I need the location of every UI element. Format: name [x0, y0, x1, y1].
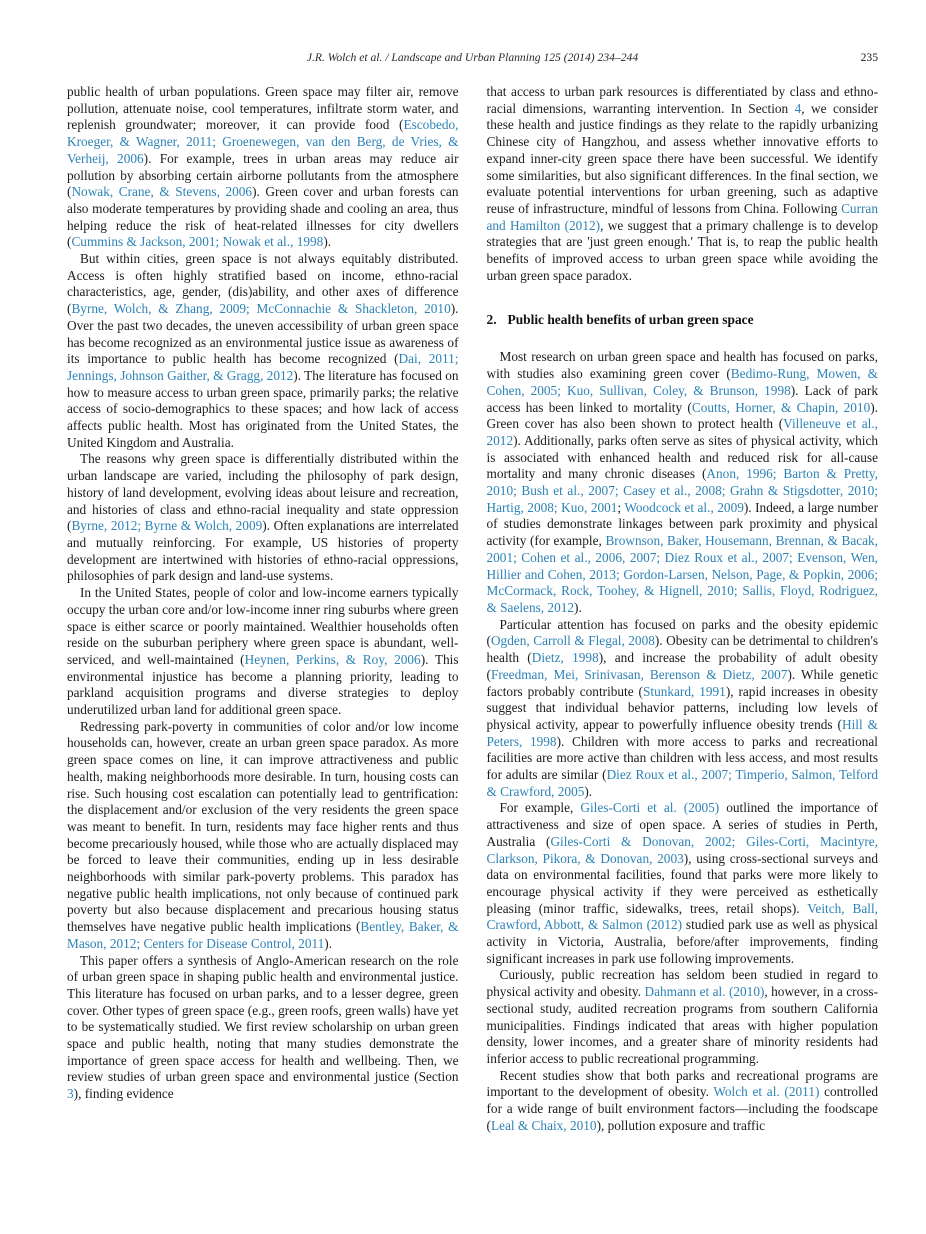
citation-link[interactable]: Bentley, Baker, & Mason, 2012; Centers for Disease Control, 2011	[67, 919, 459, 951]
citation-link[interactable]: 4	[794, 100, 802, 116]
paragraph: The reasons why green space is differentially distributed within the urban landscape are varied, including the philosophy of park design, history of land development, evolving ideas about leisure and recreation, and histories of class and ethno-racial inequality and state oppression (Byrne, 2012; Byrne & Wolch, 2009). Often explanations are interrelated and mutually reinforcing. For example, US histories of property development are intertwined with histories of ethno-racial oppressions, philosophies of park design and land-use systems.	[67, 451, 459, 584]
citation-link[interactable]: Nowak, Crane, & Stevens, 2006	[71, 184, 253, 200]
citation-link[interactable]: Anon, 1996; Barton & Pretty, 2010; Bush et al., 2007; Casey et al., 2008; Grahn & Stigsdotter, 2010; Hartig, 2008; Kuo, 2001	[486, 466, 878, 515]
citation-link[interactable]: Dietz, 1998	[531, 650, 599, 666]
citation-link[interactable]: Curran and Hamilton (2012)	[486, 200, 878, 233]
paragraph: Recent studies show that both parks and recreational programs are important to the development of obesity. Wolch et al. (2011) controlled for a wide range of built environment factors—including the foodscape (Leal & Chaix, 2010), pollution exposure and traffic	[486, 1067, 879, 1133]
paragraph: Most research on urban green space and health has focused on parks, with studies also examining green cover (Bedimo-Rung, Mowen, & Cohen, 2005; Kuo, Sullivan, Coley, & Brunson, 1998). Lack of park access has been linked to mortality (Coutts, Horner, & Chapin, 2010). Green cover has also been shown to protect health (Villeneuve et al., 2012). Additionally, parks often serve as sites of physical activity, which is associated with enhanced health and reduced risk for all-cause mortality and many chronic diseases (Anon, 1996; Barton & Pretty, 2010; Bush et al., 2007; Casey et al., 2008; Grahn & Stigsdotter, 2010; Hartig, 2008; Kuo, 2001; Woodcock et al., 2009). Indeed, a large number of studies demonstrate linkages between park proximity and physical activity (for example, Brownson, Baker, Housemann, Brennan, & Bacak, 2001; Cohen et al., 2006, 2007; Diez Roux et al., 2007; Evenson, Wen, Hillier and Cohen, 2013; Gordon-Larsen, Nelson, Page, & Popkin, 2006; McCormack, Rock, Toohey, & Hignell, 2010; Sallis, Floyd, Rodriguez, & Saelens, 2012).	[486, 349, 879, 615]
citation-link[interactable]: Dai, 2011; Jennings, Johnson Gaither, & Gragg, 2012	[67, 351, 459, 383]
paragraph: public health of urban populations. Green space may filter air, remove pollution, attenuate noise, cool temperatures, infiltrate storm water, and replenish groundwater; moreover, it can provide food (Escobedo, Kroeger, & Wagner, 2011; Groenewegen, van den Berg, de Vries, & Verheij, 2006). For example, trees in urban areas may reduce air pollution by absorbing certain airborne pollutants from the atmosphere (Nowak, Crane, & Stevens, 2006). Green cover and urban forests can also moderate temperatures by providing shade and cooling an area, thus helping reduce the risk of heat-related illnesses for city dwellers (Cummins & Jackson, 2001; Nowak et al., 1998).	[67, 84, 459, 250]
paragraph: In the United States, people of color and low-income earners typically occupy the urban core and/or low-income inner ring suburbs where green space is either scarce or poorly maintained. Wealthier households often reside on the suburban periphery where green space is abundant, well-serviced, and well-maintained (Heynen, Perkins, & Roy, 2006). This environmental injustice has become a planning priority, leading to parkland acquisition programs and diverse strategies to deploy underutilized urban land for additional green space.	[67, 585, 459, 718]
page-header	[67, 51, 878, 67]
citation-link[interactable]: Bedimo-Rung, Mowen, & Cohen, 2005; Kuo, Sullivan, Coley, & Brunson, 1998	[486, 366, 878, 398]
paragraph: But within cities, green space is not always equitably distributed. Access is often highly stratified based on income, ethno-racial characteristics, age, gender, (dis)ability, and other axes of difference (Byrne, Wolch, & Zhang, 2009; McConnachie & Shackleton, 2010). Over the past two decades, the uneven accessibility of urban green space has become recognized as an environmental justice issue as awareness of its importance to public health has become recognized (Dai, 2011; Jennings, Johnson Gaither, & Gragg, 2012). The literature has focused on how to measure access to urban green space, primarily parks; the relative access of socio-demographics to these spaces; and how lack of access affects public health. Most has originated from the United States, the United Kingdom and Australia.	[67, 251, 459, 450]
citation-link[interactable]: Woodcock et al., 2009	[624, 499, 744, 515]
citation-link[interactable]: Brownson, Baker, Housemann, Brennan, & Bacak, 2001; Cohen et al., 2006, 2007; Diez Roux et al., 2007; Evenson, Wen, Hillier and Cohen, 2013; Gordon-Larsen, Nelson, Page, & Popkin, 2006; McCormack, Rock, Toohey, & Hignell, 2010; Sallis, Floyd, Rodriguez, & Saelens, 2012	[486, 533, 878, 615]
paragraph: that access to urban park resources is differentiated by class and ethno-racial dimensions, warranting intervention. In Section 4, we consider these health and justice findings as they relate to the rapidly urbanizing Chinese city of Hangzhou, and assess whether innovative efforts to expand inner-city green space there have been successful. We identify some similarities, but also significant differences. In the final section, we evaluate potential interventions for urban greening, such as adaptive reuse of infrastructure, mindful of lessons from China. Following Curran and Hamilton (2012), we suggest that a primary challenge is to develop strategies that are 'just green enough.' That is, to reap the public health benefits of improved access to urban green space while avoiding the urban green space paradox.	[486, 84, 878, 283]
citation-link[interactable]: Coutts, Horner, & Chapin, 2010	[691, 399, 871, 415]
citation-link[interactable]: Ogden, Carroll & Flegal, 2008	[490, 633, 655, 649]
citation-link[interactable]: Giles-Corti & Donovan, 2002; Giles-Corti, Macintyre, Clarkson, Pikora, & Donovan, 2003	[486, 833, 878, 866]
right-column	[487, 84, 879, 1134]
citation-link[interactable]: Diez Roux et al., 2007; Timperio, Salmon, Telford & Crawford, 2005	[486, 767, 878, 799]
citation-link[interactable]: Dahmann et al. (2010)	[644, 984, 765, 1000]
section-number: 2.	[486, 312, 497, 328]
citation-link[interactable]: Heynen, Perkins, & Roy, 2006	[244, 651, 421, 667]
running-head: J.R. Wolch et al. / Landscape and Urban Planning 125 (2014) 234–244	[306, 51, 639, 64]
paragraph: For example, Giles-Corti et al. (2005) outlined the importance of attractiveness and size of open space. A series of studies in Perth, Australia (Giles-Corti & Donovan, 2002; Giles-Corti, Macintyre, Clarkson, Pikora, & Donovan, 2003), using cross-sectional surveys and data on environmental facilities, found that parks were more likely to encourage physical activity if they were perceived as esthetically pleasing (minor traffic, sidewalks, trees, retail shops). Veitch, Ball, Crawford, Abbott, & Salmon (2012) studied park use as well as physical activity in Victoria, Australia, before/after improvements, finding significant increases in park use following improvements.	[486, 800, 879, 966]
body-columns	[67, 84, 878, 1134]
citation-link[interactable]: Hill & Peters, 1998	[486, 716, 878, 749]
citation-link[interactable]: Leal & Chaix, 2010	[490, 1117, 597, 1133]
citation-link[interactable]: 3	[67, 1086, 74, 1102]
citation-link[interactable]: Freedman, Mei, Srinivasan, Berenson & Dietz, 2007	[490, 666, 788, 682]
section-title: Public health benefits of urban green space	[507, 312, 754, 328]
page-number: 235	[860, 51, 878, 64]
section-heading	[487, 311, 879, 328]
citation-link[interactable]: Stunkard, 1991	[642, 683, 726, 699]
paragraph: Particular attention has focused on parks and the obesity epidemic (Ogden, Carroll & Flegal, 2008). Obesity can be detrimental to children's health (Dietz, 1998), and increase the probability of adult obesity (Freedman, Mei, Srinivasan, Berenson & Dietz, 2007). While genetic factors probably contribute (Stunkard, 1991), rapid increases in obesity suggest that individual behavior patterns, including low levels of physical activity, appear to powerfully influence obesity trends (Hill & Peters, 1998). Children with more access to parks and recreational facilities are more active than children with less access, and most results for adults are similar (Diez Roux et al., 2007; Timperio, Salmon, Telford & Crawford, 2005).	[486, 616, 879, 799]
paragraph: Curiously, public recreation has seldom been studied in regard to physical activity and obesity. Dahmann et al. (2010), however, in a cross-sectional study, audited recreation programs from southern California municipalities. Findings indicated that areas with higher population density, lower incomes, and a greater share of minority residents had inferior access to public recreational programming.	[486, 967, 878, 1066]
citation-link[interactable]: Villeneuve et al., 2012	[486, 416, 878, 448]
citation-link[interactable]: Escobedo, Kroeger, & Wagner, 2011; Groenewegen, van den Berg, de Vries, & Verheij, 2006	[67, 117, 459, 166]
citation-link[interactable]: Giles-Corti et al. (2005)	[580, 800, 720, 816]
citation-link[interactable]: Byrne, 2012; Byrne & Wolch, 2009	[71, 518, 263, 534]
paragraph: This paper offers a synthesis of Anglo-American research on the role of urban green space in shaping public health and environmental justice. This literature has focused on urban parks, and to a lesser degree, green cover. Other types of green space (e.g., green roofs, green walls) have yet to be systematically studied. We first review scholarship on urban green space and public health, noting that many studies demonstrate the importance of green space access for health and wellbeing. Then, we review studies of urban green space and environmental justice (Section 3), finding evidence	[67, 952, 459, 1102]
citation-link[interactable]: Wolch et al. (2011)	[713, 1084, 820, 1100]
paragraph: Redressing park-poverty in communities of color and/or low income households can, however, create an urban green space paradox. As more green space comes on line, it can improve attractiveness and public health, making neighborhoods more desirable. In turn, housing costs can rise. Such housing cost escalation can potentially lead to gentrification: the displacement and/or exclusion of the very residents the green space was meant to benefit. In turn, residents may face higher rents and thus become precariously housed, while those who are actually displaced may be forced to leave their communities, ending up in less desirable neighborhoods with similar park-poverty problems. This paradox has negative public health implications, not only because of continued park poverty but also because displacement and precarious housing status themselves have negative public health implications (Bentley, Baker, & Mason, 2012; Centers for Disease Control, 2011).	[67, 718, 459, 951]
citation-link[interactable]: Byrne, Wolch, & Zhang, 2009; McConnachie & Shackleton, 2010	[71, 301, 451, 317]
citation-link[interactable]: Veitch, Ball, Crawford, Abbott, & Salmon (2012)	[486, 900, 878, 933]
citation-link[interactable]: Cummins & Jackson, 2001; Nowak et al., 1998	[71, 234, 324, 250]
left-column	[67, 84, 459, 1134]
